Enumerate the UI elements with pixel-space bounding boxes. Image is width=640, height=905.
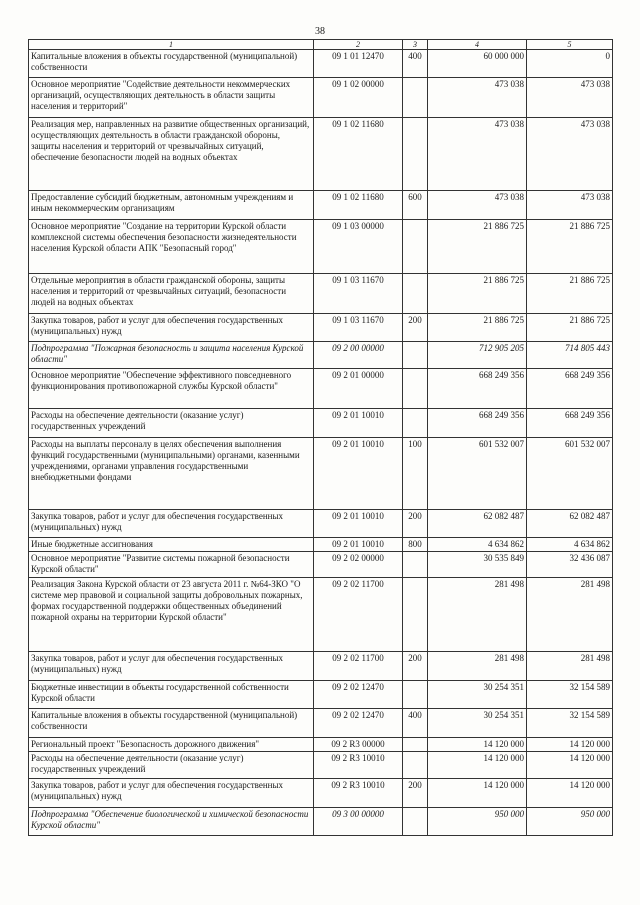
row-value-col4-cell: 473 038	[428, 118, 527, 191]
row-code-cell: 09 1 02 00000	[314, 78, 403, 118]
row-type-cell: 400	[403, 709, 428, 738]
page-number: 38	[315, 26, 325, 37]
table-row	[29, 438, 613, 510]
row-type-cell	[403, 342, 428, 369]
row-name-cell: Закупка товаров, работ и услуг для обеспечения государственных (муниципальных) нужд	[29, 314, 314, 342]
row-value-col4-cell: 60 000 000	[428, 50, 527, 78]
row-value-col5-cell: 473 038	[527, 118, 613, 191]
row-value-col4-cell: 281 498	[428, 652, 527, 681]
row-name-cell: Основное мероприятие "Обеспечение эффективного повседневного функционирования противопожарной службы Курской области"	[29, 369, 314, 409]
table-row	[29, 709, 613, 738]
row-code-cell: 09 1 02 11680	[314, 191, 403, 220]
row-value-col5-cell: 281 498	[527, 578, 613, 652]
column-header: 2	[314, 40, 403, 50]
table-row	[29, 220, 613, 274]
row-name-cell: Основное мероприятие "Развитие системы пожарной безопасности Курской области"	[29, 552, 314, 578]
row-value-col5-cell: 950 000	[527, 808, 613, 836]
row-type-cell	[403, 118, 428, 191]
row-value-col5-cell: 668 249 356	[527, 369, 613, 409]
row-name-cell: Предоставление субсидий бюджетным, автономным учреждениям и иным некоммерческим организациям	[29, 191, 314, 220]
row-value-col4-cell: 21 886 725	[428, 220, 527, 274]
row-name-cell: Закупка товаров, работ и услуг для обеспечения государственных (муниципальных) нужд	[29, 652, 314, 681]
row-value-col4-cell: 30 254 351	[428, 709, 527, 738]
row-value-col4-cell: 668 249 356	[428, 409, 527, 438]
row-value-col4-cell: 473 038	[428, 78, 527, 118]
row-name-cell: Основное мероприятие "Создание на территории Курской области комплексной системы обеспечения безопасности жизнедеятельности населения Курской области АПК "Безопасный город"	[29, 220, 314, 274]
column-header: 1	[29, 40, 314, 50]
table-row	[29, 538, 613, 552]
row-code-cell: 09 1 03 11670	[314, 314, 403, 342]
row-value-col5-cell: 32 436 087	[527, 552, 613, 578]
row-value-col4-cell: 712 905 205	[428, 342, 527, 369]
row-value-col4-cell: 473 038	[428, 191, 527, 220]
row-value-col4-cell: 4 634 862	[428, 538, 527, 552]
row-name-cell: Капитальные вложения в объекты государственной (муниципальной) собственности	[29, 709, 314, 738]
table-row	[29, 274, 613, 314]
row-type-cell	[403, 808, 428, 836]
row-value-col5-cell: 14 120 000	[527, 738, 613, 752]
row-name-cell: Отдельные мероприятия в области гражданской обороны, защиты населения и территорий от чрезвычайных ситуаций, безопасности людей на водных объектах	[29, 274, 314, 314]
row-code-cell: 09 3 00 00000	[314, 808, 403, 836]
table-row	[29, 118, 613, 191]
table-row	[29, 752, 613, 779]
row-value-col4-cell: 668 249 356	[428, 369, 527, 409]
row-code-cell: 09 2 01 10010	[314, 438, 403, 510]
row-code-cell: 09 2 01 00000	[314, 369, 403, 409]
row-type-cell	[403, 78, 428, 118]
row-code-cell: 09 2 R3 10010	[314, 752, 403, 779]
row-code-cell: 09 2 01 10010	[314, 538, 403, 552]
table-row	[29, 808, 613, 836]
row-type-cell	[403, 220, 428, 274]
column-header: 5	[527, 40, 613, 50]
row-type-cell	[403, 752, 428, 779]
row-type-cell: 200	[403, 314, 428, 342]
row-name-cell: Расходы на выплаты персоналу в целях обеспечения выполнения функций государственными (муниципальными) органами, казенными учреждениями, органами управления государственными внебюджетными фондами	[29, 438, 314, 510]
row-name-cell: Закупка товаров, работ и услуг для обеспечения государственных (муниципальных) нужд	[29, 779, 314, 808]
row-type-cell	[403, 681, 428, 709]
row-type-cell: 200	[403, 510, 428, 538]
row-code-cell: 09 2 02 11700	[314, 652, 403, 681]
row-type-cell	[403, 552, 428, 578]
row-value-col5-cell: 32 154 589	[527, 709, 613, 738]
row-type-cell	[403, 274, 428, 314]
row-name-cell: Основное мероприятие "Содействие деятельности некоммерческих организаций, осуществляющих деятельность в области защиты населения и территорий"	[29, 78, 314, 118]
row-type-cell	[403, 409, 428, 438]
row-code-cell: 09 2 R3 10010	[314, 779, 403, 808]
row-type-cell: 100	[403, 438, 428, 510]
row-name-cell: Капитальные вложения в объекты государственной (муниципальной) собственности	[29, 50, 314, 78]
column-header: 4	[428, 40, 527, 50]
row-code-cell: 09 1 02 11680	[314, 118, 403, 191]
table-row	[29, 510, 613, 538]
row-name-cell: Подпрограмма "Пожарная безопасность и защита населения Курской области"	[29, 342, 314, 369]
table-row	[29, 681, 613, 709]
row-value-col4-cell: 21 886 725	[428, 314, 527, 342]
row-name-cell: Расходы на обеспечение деятельности (оказание услуг) государственных учреждений	[29, 409, 314, 438]
row-value-col4-cell: 30 254 351	[428, 681, 527, 709]
row-type-cell: 400	[403, 50, 428, 78]
row-value-col4-cell: 14 120 000	[428, 738, 527, 752]
row-value-col4-cell: 21 886 725	[428, 274, 527, 314]
row-value-col5-cell: 62 082 487	[527, 510, 613, 538]
table-row	[29, 78, 613, 118]
row-code-cell: 09 1 03 11670	[314, 274, 403, 314]
table-row	[29, 369, 613, 409]
row-value-col5-cell: 21 886 725	[527, 274, 613, 314]
row-value-col4-cell: 950 000	[428, 808, 527, 836]
row-type-cell: 200	[403, 779, 428, 808]
row-code-cell: 09 1 03 00000	[314, 220, 403, 274]
table-row	[29, 342, 613, 369]
row-value-col5-cell: 21 886 725	[527, 220, 613, 274]
row-value-col5-cell: 21 886 725	[527, 314, 613, 342]
row-name-cell: Закупка товаров, работ и услуг для обеспечения государственных (муниципальных) нужд	[29, 510, 314, 538]
row-value-col5-cell: 473 038	[527, 78, 613, 118]
row-value-col4-cell: 30 535 849	[428, 552, 527, 578]
row-value-col5-cell: 14 120 000	[527, 752, 613, 779]
table-row	[29, 409, 613, 438]
row-name-cell: Региональный проект "Безопасность дорожного движения"	[29, 738, 314, 752]
row-name-cell: Реализация Закона Курской области от 23 августа 2011 г. №64-ЗКО "О системе мер правовой и социальной защиты добровольных пожарных, формах государственной поддержки общественных объединений пожарной охраны на территории Курской области"	[29, 578, 314, 652]
row-value-col5-cell: 714 805 443	[527, 342, 613, 369]
row-code-cell: 09 2 00 00000	[314, 342, 403, 369]
row-value-col5-cell: 14 120 000	[527, 779, 613, 808]
table-row	[29, 738, 613, 752]
table-header-row	[29, 40, 613, 50]
row-type-cell	[403, 738, 428, 752]
row-code-cell: 09 2 02 00000	[314, 552, 403, 578]
table-row	[29, 191, 613, 220]
row-name-cell: Реализация мер, направленных на развитие общественных организаций, осуществляющих деятельность в области гражданской обороны, защиты населения и территорий от чрезвычайных ситуаций, обеспечение безопасности людей на водных объектах	[29, 118, 314, 191]
table-row	[29, 779, 613, 808]
row-type-cell	[403, 369, 428, 409]
row-name-cell: Иные бюджетные ассигнования	[29, 538, 314, 552]
row-value-col5-cell: 32 154 589	[527, 681, 613, 709]
row-code-cell: 09 2 02 11700	[314, 578, 403, 652]
row-code-cell: 09 2 01 10010	[314, 409, 403, 438]
row-value-col4-cell: 62 082 487	[428, 510, 527, 538]
row-type-cell	[403, 578, 428, 652]
row-name-cell: Бюджетные инвестиции в объекты государственной собственности Курской области	[29, 681, 314, 709]
table-row	[29, 552, 613, 578]
row-value-col4-cell: 281 498	[428, 578, 527, 652]
row-code-cell: 09 2 01 10010	[314, 510, 403, 538]
row-value-col5-cell: 601 532 007	[527, 438, 613, 510]
row-value-col5-cell: 0	[527, 50, 613, 78]
row-code-cell: 09 2 R3 00000	[314, 738, 403, 752]
row-code-cell: 09 1 01 12470	[314, 50, 403, 78]
row-value-col4-cell: 14 120 000	[428, 752, 527, 779]
row-code-cell: 09 2 02 12470	[314, 709, 403, 738]
table-row	[29, 50, 613, 78]
row-type-cell: 600	[403, 191, 428, 220]
row-type-cell: 200	[403, 652, 428, 681]
row-value-col5-cell: 281 498	[527, 652, 613, 681]
table-row	[29, 652, 613, 681]
column-header: 3	[403, 40, 428, 50]
row-name-cell: Подпрограмма "Обеспечение биологической и химической безопасности Курской области"	[29, 808, 314, 836]
row-value-col4-cell: 601 532 007	[428, 438, 527, 510]
row-code-cell: 09 2 02 12470	[314, 681, 403, 709]
budget-table	[28, 39, 613, 836]
row-value-col4-cell: 14 120 000	[428, 779, 527, 808]
row-type-cell: 800	[403, 538, 428, 552]
table-row	[29, 314, 613, 342]
row-value-col5-cell: 4 634 862	[527, 538, 613, 552]
row-name-cell: Расходы на обеспечение деятельности (оказание услуг) государственных учреждений	[29, 752, 314, 779]
row-value-col5-cell: 668 249 356	[527, 409, 613, 438]
table-row	[29, 578, 613, 652]
row-value-col5-cell: 473 038	[527, 191, 613, 220]
